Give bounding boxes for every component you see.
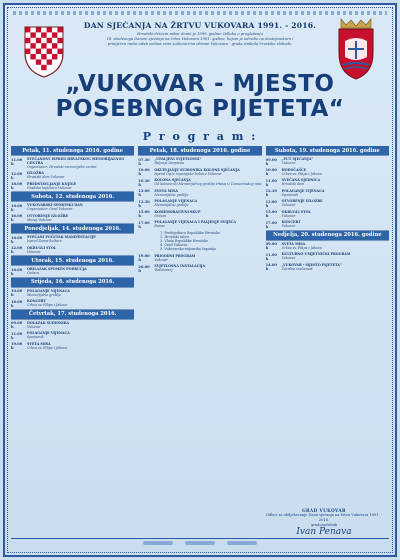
decorative-border-top (13, 11, 387, 15)
event-description: Paljenje lampiona (154, 161, 184, 166)
event-body (282, 168, 389, 177)
event-description: Crkva sv. Filipa i Jakova (27, 303, 68, 308)
program-event (266, 263, 389, 272)
event-description: Dunav (154, 224, 166, 229)
event-description: Crkva sv. Filipa i Jakova (281, 171, 322, 176)
wreath-list-item: 5. Vukovarsko-srijemska županija (164, 247, 261, 251)
decorative-border-bottom (11, 538, 389, 546)
event-title: VUKOVARSKI SPORTSKI DAN (27, 203, 83, 208)
event-body (282, 199, 389, 208)
event-body (154, 199, 261, 208)
event-title: OKRUGLI STOL (27, 245, 57, 250)
event-body (154, 254, 261, 263)
event-body (27, 171, 134, 180)
program-event (11, 321, 134, 330)
program-columns (11, 146, 389, 541)
program-event (11, 289, 134, 298)
program-event (266, 210, 389, 219)
program-event (138, 210, 261, 219)
main-title-line: POSEBNOG PIJETETA“ (55, 96, 345, 122)
event-description: Memorijalno groblje (154, 192, 189, 197)
header-title: DAN SJEĆANJA NA ŽRTVU VUKOVARA 1991. - 2016. (83, 21, 317, 30)
event-body (27, 342, 134, 351)
program-event (138, 178, 261, 187)
event-body (27, 157, 134, 169)
program-column-3 (266, 146, 389, 541)
ornament (185, 541, 215, 545)
program-event (138, 254, 261, 263)
event-title: OKRUGLI STOL (281, 209, 311, 214)
event-body (154, 264, 261, 273)
event-description: Vukovar (281, 161, 296, 166)
program-event (11, 203, 134, 212)
event-title: „VUKOVAR - MJESTO PIJETETA“ (281, 262, 342, 267)
event-body (27, 289, 134, 298)
program-event (11, 299, 134, 308)
mayor-signature: Ivan Penava (296, 527, 352, 537)
program-event (11, 267, 134, 276)
wreath-list-item: 3. Vlada Republike Hrvatske (164, 239, 261, 243)
event-time: 10.00 h (11, 289, 23, 298)
day-header: Srijeda, 16. studenoga 2016. (11, 278, 134, 287)
day-header: Utorak, 15. studenoga 2016. (11, 256, 134, 265)
event-description: Gradska knjižnica Vukovar (27, 185, 72, 190)
event-time: 11.00 h (11, 331, 23, 340)
organizer-name: GRAD VUKOVAR (302, 508, 346, 513)
event-description: Ispred Doma kulture (27, 239, 62, 244)
day-header: Ponedjeljak, 14. studenoga 2016. (11, 224, 134, 233)
event-time: 12.00 h (138, 189, 150, 197)
event-title: HODOČAŠĆE (281, 167, 307, 172)
organizer-committee: Odbor za obilježavanje Dana sjećanja na žrtvu Vukovara 1991. - 2016. (265, 513, 383, 522)
event-time: 10.30 h (138, 178, 150, 187)
event-time: 11.00 h (265, 252, 277, 261)
event-title: DOLAZAK SUDIONIKA (27, 320, 69, 325)
event-body (27, 214, 134, 223)
event-time: 11.00 h (11, 157, 23, 166)
event-description: Crkva sv. Filipa i Jakova (281, 245, 322, 250)
event-title: KOLONA SJEĆANJA (154, 178, 191, 182)
ornament (143, 541, 173, 545)
event-title: SVEČANOST ISPRED HRVATSKOG MEMORIJALNOG CENTRA (27, 157, 125, 166)
event-title: POLAGANJE VIJENACA (27, 288, 70, 293)
event-time: 20.00 h (138, 264, 150, 273)
event-time: 10.00 h (11, 267, 23, 276)
event-time: 12.00 h (11, 171, 23, 180)
event-description: Vukovar (27, 324, 41, 329)
program-event (266, 242, 389, 251)
event-title: IZLOŽBA (27, 171, 44, 176)
program-event (266, 220, 389, 229)
program-event (11, 214, 134, 223)
event-description: Spomenik (27, 335, 44, 340)
event-description: Vukovar (154, 257, 169, 262)
event-time: 18.00 h (11, 299, 23, 308)
event-body (27, 267, 134, 276)
program-event (11, 171, 134, 180)
event-body (282, 252, 389, 261)
day-header: Petak, 11. studenoga 2016. godine (11, 146, 134, 155)
wreath-list (138, 231, 261, 252)
event-body (27, 331, 134, 340)
program-heading: P r o g r a m : (142, 130, 258, 143)
event-title: „UPALJENI SVJETLOSNI“ (154, 157, 202, 161)
program-event (266, 189, 389, 198)
event-title: POLAGANJE VIJENACA (154, 199, 198, 203)
event-title: KOMEMORATIVNI SKUP (154, 209, 201, 214)
program-event (11, 331, 134, 340)
event-time: 10.00 h (265, 168, 277, 176)
event-description: Hrvatski dom (281, 182, 305, 187)
event-title: SVETA MISA (281, 241, 306, 246)
event-title: SVEČANA SJEDNICA (281, 178, 321, 182)
event-time: 09.00 h (265, 157, 277, 166)
event-body (27, 321, 134, 330)
program-event (11, 157, 134, 169)
event-time: 10.00 h (138, 168, 150, 176)
event-title: KONCERT (281, 220, 301, 224)
event-title: SVETA MISA (27, 341, 51, 346)
program-event (138, 264, 261, 273)
event-body (154, 220, 261, 229)
poster-frame (3, 3, 397, 557)
organizer-footer (265, 508, 383, 535)
program-event (138, 220, 261, 229)
event-time: 12.30 h (265, 189, 277, 197)
event-time: 09.00 h (11, 321, 23, 330)
program-event (138, 168, 261, 177)
program-event (266, 252, 389, 261)
event-description: Vodotoranj (154, 268, 173, 273)
program-event (11, 342, 134, 351)
event-time: 18.00 h (11, 182, 23, 191)
event-description: Crkva sv. Filipa i Jakova (27, 345, 68, 350)
event-title: PREDSTAVLJANJE KNJIGE (27, 181, 77, 186)
intro-line: 18. studenoga Danom sjećanja na žrtvu Vukovara 1991. godine, kojom je odredio na dostojanstven i (106, 37, 294, 41)
program-event (11, 246, 134, 255)
event-body (154, 189, 261, 198)
main-title (5, 72, 395, 122)
event-body (282, 178, 389, 187)
mayor-label: gradonačelnik (310, 523, 337, 527)
event-description: Vukovar (281, 213, 296, 218)
program-event (266, 178, 389, 187)
program-event (138, 199, 261, 208)
intro-line: primjeren način odati počast svim sudionicima obrane Vukovara - grada simbola hrvatske slobode. (107, 42, 293, 46)
event-description: Vukovar (281, 203, 296, 208)
event-title: SVJETLOSNA INSTALACIJA (154, 264, 206, 269)
event-description: Memorijalno groblje (154, 203, 189, 208)
day-header: Subota, 19. studenoga 2016. godine (266, 146, 389, 155)
main-title-line: „VUKOVAR - MJESTO (65, 71, 335, 97)
intro-text (83, 32, 317, 47)
program-event (138, 157, 261, 166)
program-event (138, 189, 261, 198)
event-time: 15.00 h (138, 210, 150, 218)
event-time: 16.00 h (11, 214, 23, 223)
event-body (154, 157, 261, 166)
wreath-list-item: 2. Hrvatski sabor (164, 235, 261, 239)
event-title: SVEČANI POČETAK MANIFESTACIJE (27, 235, 96, 240)
event-time: 15.00 h (265, 210, 277, 218)
event-body (282, 189, 389, 198)
event-description: Vukovar (27, 249, 41, 254)
event-body (282, 220, 389, 229)
event-description: Organizator: Hrvatski memorijalni centar (27, 165, 97, 170)
event-title: KULTURNO-UMJETNIČKI PROGRAM (281, 252, 351, 256)
event-body (282, 157, 389, 166)
event-description: Spomenik (281, 192, 299, 197)
event-time: 14.00 h (265, 263, 277, 271)
event-body (282, 263, 389, 272)
day-header: Petak, 18. studenoga 2016. godine (138, 146, 261, 155)
event-title: PRIGODNI PROGRAM (154, 253, 196, 258)
event-time: 10.00 h (11, 203, 23, 212)
event-description: Ovčara (27, 271, 39, 276)
event-body (282, 242, 389, 251)
event-body (154, 178, 261, 187)
event-body (154, 168, 261, 177)
event-title: POLAGANJE VIJENACA I PALJENJE SVIJEĆA (154, 220, 237, 224)
event-title: SVETA MISA (154, 188, 178, 193)
croatian-coat-of-arms-icon (19, 19, 69, 79)
event-description: Vukovar (281, 256, 296, 261)
wreath-list-item: 4. Grad Vukovar (164, 243, 261, 247)
event-description: Ovčara (154, 213, 167, 218)
event-time: 17.00 h (138, 220, 150, 229)
event-body (154, 210, 261, 219)
event-title: KONCERT (27, 299, 46, 304)
event-body (282, 210, 389, 219)
event-body (27, 203, 134, 212)
event-description: Organizator: Grad Vukovar (27, 207, 73, 212)
event-time: 09.00 h (265, 242, 277, 250)
program-event (266, 168, 389, 177)
event-title: POLAGANJE VIJENACA (27, 331, 70, 336)
event-body (27, 246, 134, 255)
event-description: Vukovar (281, 224, 296, 229)
event-title: OBILAZAK SPOMEN PODRUČJA (27, 267, 87, 272)
event-time: 10.00 h (11, 235, 23, 244)
event-time: 11.00 h (265, 178, 277, 187)
event-time: 19.00 h (138, 254, 150, 263)
event-description: Muzej Vukovar (27, 217, 52, 222)
event-description: Od bolnice do Memorijalnog groblja žrtava iz Domovinskog rata (154, 182, 262, 187)
event-time: 13.30 h (138, 199, 150, 208)
event-body (27, 299, 134, 308)
event-time: 19.00 h (11, 342, 23, 351)
event-time: 13.00 h (265, 199, 277, 208)
event-description: Hrvatski dom Vukovar (27, 175, 65, 180)
event-body (27, 235, 134, 244)
event-title: POLAGANJE VIJENACA (281, 188, 325, 193)
event-time: 12.00 h (11, 246, 23, 255)
event-description: Ispred Opće županijske bolnice Vukovar (154, 171, 222, 176)
event-time: 17.00 h (265, 220, 277, 229)
program-column-1 (11, 146, 134, 541)
event-title: OTVORENJE IZLOŽBE (27, 213, 69, 218)
event-title: OTVORENJE IZLOŽBE (281, 199, 323, 203)
ornament (227, 541, 257, 545)
program-event (11, 182, 134, 191)
event-title: OKUPLJANJE SUDIONIKA KOLONE SJEĆANJA (154, 167, 240, 172)
event-body (27, 182, 134, 191)
day-header: Četvrtak, 17. studenoga 2016. (11, 310, 134, 319)
wreath-list-item: 1. Predsjednica Republike Hrvatske (164, 231, 261, 235)
day-header: Nedjelja, 20. studenoga 2016. godine (266, 231, 389, 240)
day-header: Subota, 12. studenoga 2016. (11, 192, 134, 201)
program-event (11, 235, 134, 244)
event-description: Memorijalno groblje (27, 292, 62, 297)
program-column-2 (138, 146, 261, 541)
program-event (266, 157, 389, 166)
intro-line: Hrvatski državni sabor donio je 1999. godine Odluku o proglašenju (137, 32, 263, 36)
event-title: „PUT SJEĆANJA“ (281, 157, 314, 161)
event-time: 07.30 h (138, 157, 150, 166)
event-description: Završna svečanost (281, 266, 313, 271)
program-event (266, 199, 389, 208)
